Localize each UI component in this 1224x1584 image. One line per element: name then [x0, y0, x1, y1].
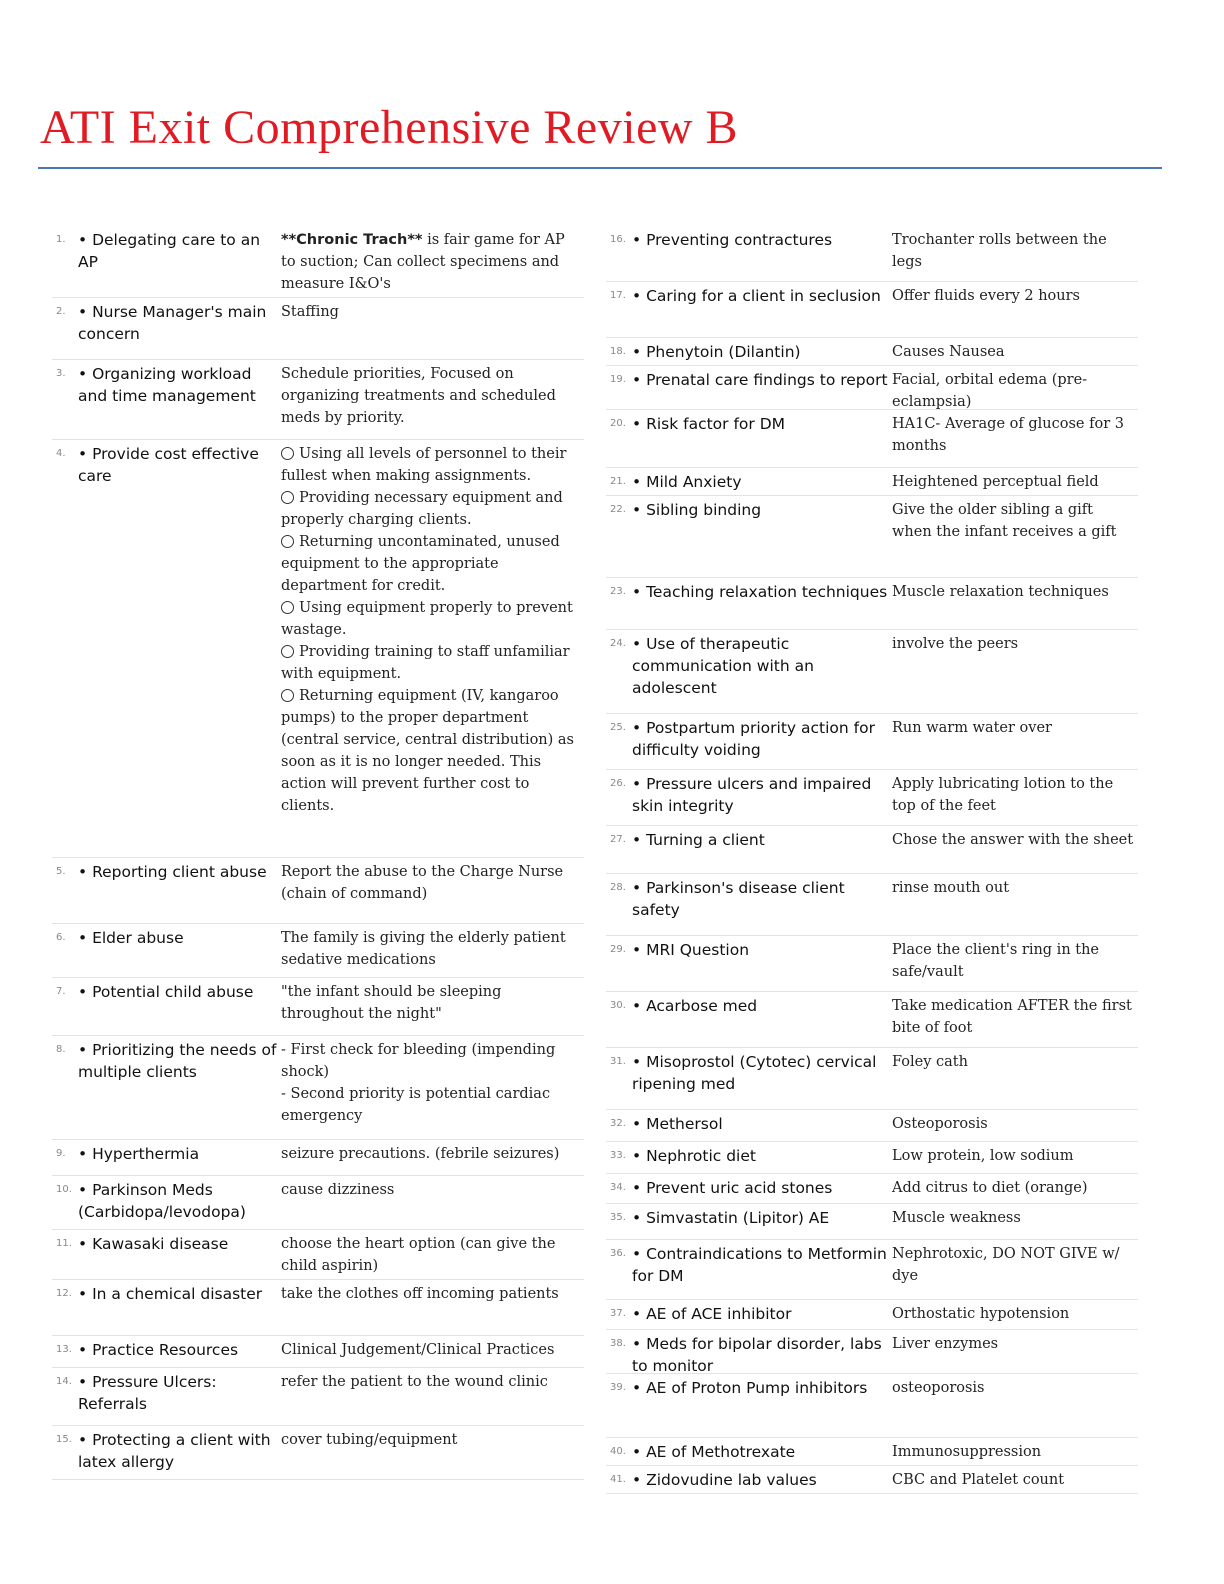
term-cell: [52, 1336, 281, 1361]
definition-text: take the clothes off incoming patients: [281, 1286, 559, 1302]
term-cell: [606, 1300, 892, 1325]
term-cell: [606, 1204, 892, 1229]
definition-cell: [892, 578, 1138, 603]
term-cell: [606, 1142, 892, 1167]
item-number: 25.: [610, 722, 626, 733]
item-number: 37.: [610, 1308, 626, 1319]
definition-cell: [892, 338, 1138, 363]
term-text: • Contraindications to Metformin for DM: [632, 1245, 887, 1285]
definition-cell: [892, 770, 1138, 817]
table-row: [52, 858, 584, 924]
term-text: • Prenatal care findings to report: [632, 371, 888, 389]
definition-cell: [892, 630, 1138, 655]
term-cell: [606, 1240, 892, 1287]
definition-text: Trochanter rolls between the legs: [892, 232, 1107, 270]
definition-cell: [281, 1336, 584, 1361]
definition-cell: [281, 1036, 584, 1127]
definition-cell: [281, 1176, 584, 1201]
definition-text: Causes Nausea: [892, 344, 1005, 360]
item-number: 22.: [610, 504, 626, 515]
definition-cell: [892, 714, 1138, 739]
option-item: [281, 531, 580, 597]
item-number: 41.: [610, 1474, 626, 1485]
definition-cell: [892, 366, 1138, 410]
definition-cell: [892, 1174, 1138, 1199]
item-number: 8.: [56, 1044, 66, 1055]
term-text: • Mild Anxiety: [632, 473, 742, 491]
definition-cell: [892, 992, 1138, 1039]
table-row: [606, 1204, 1138, 1240]
table-row: [606, 226, 1138, 282]
circle-bullet-icon: [281, 491, 294, 504]
item-number: 10.: [56, 1184, 72, 1195]
term-cell: [606, 1330, 892, 1374]
term-text: • Preventing contractures: [632, 231, 833, 249]
term-cell: [606, 226, 892, 251]
term-text: • Methersol: [632, 1115, 723, 1133]
definition-emphasis: **Chronic Trach**: [281, 232, 423, 248]
definition-text: Muscle weakness: [892, 1210, 1021, 1226]
definition-cell: [892, 874, 1138, 899]
definition-text: Facial, orbital edema (pre-eclampsia): [892, 372, 1088, 410]
definition-text: Run warm water over: [892, 720, 1052, 736]
definition-text: The family is giving the elderly patient sedative medications: [281, 930, 566, 968]
definition-cell: [892, 936, 1138, 983]
option-text: Returning uncontaminated, unused equipment to the appropriate department for credit.: [281, 534, 560, 594]
term-text: • Risk factor for DM: [632, 415, 786, 433]
table-row: [606, 992, 1138, 1048]
term-text: • Prioritizing the needs of multiple clients: [78, 1041, 277, 1081]
table-row: [52, 298, 584, 360]
table-row: [52, 226, 584, 298]
definition-text: "the infant should be sleeping throughout the night": [281, 984, 502, 1022]
term-text: • Organizing workload and time management: [78, 365, 256, 405]
table-row: [606, 1300, 1138, 1330]
table-row: [52, 1426, 584, 1480]
term-text: • Prevent uric acid stones: [632, 1179, 833, 1197]
option-text: Returning equipment (IV, kangaroo pumps) to the proper department (central service, central distribution) as soon as it is no longer needed. This action will prevent further cost to clients.: [281, 688, 575, 814]
term-cell: [606, 936, 892, 961]
term-cell: [606, 468, 892, 493]
circle-bullet-icon: [281, 601, 294, 614]
definition-text: Report the abuse to the Charge Nurse (chain of command): [281, 864, 564, 902]
definition-cell: [892, 1110, 1138, 1135]
term-cell: [52, 360, 281, 407]
table-row: [606, 1174, 1138, 1204]
definition-text: Offer fluids every 2 hours: [892, 288, 1080, 304]
term-text: • MRI Question: [632, 941, 750, 959]
term-cell: [606, 992, 892, 1017]
table-row: [606, 630, 1138, 714]
item-number: 31.: [610, 1056, 626, 1067]
definition-text: choose the heart option (can give the child aspirin): [281, 1236, 556, 1274]
definition-text: Heightened perceptual field: [892, 474, 1099, 490]
item-number: 19.: [610, 374, 626, 385]
page-title: ATI Exit Comprehensive Review B: [40, 101, 739, 154]
item-number: 18.: [610, 346, 626, 357]
item-number: 34.: [610, 1182, 626, 1193]
term-text: • Sibling binding: [632, 501, 762, 519]
definition-cell: [892, 282, 1138, 307]
item-number: 5.: [56, 866, 66, 877]
definition-cell: [281, 1426, 584, 1451]
term-cell: [52, 226, 281, 273]
term-text: • Parkinson's disease client safety: [632, 879, 845, 919]
definition-text: Take medication AFTER the first bite of foot: [892, 998, 1132, 1036]
term-text: • Pressure Ulcers: Referrals: [78, 1373, 217, 1413]
definition-text: Orthostatic hypotension: [892, 1306, 1070, 1322]
table-row: [606, 1240, 1138, 1300]
definition-cell: [892, 826, 1138, 851]
term-text: • Teaching relaxation techniques: [632, 583, 888, 601]
table-row: [52, 1140, 584, 1176]
table-row: [606, 1048, 1138, 1110]
term-cell: [52, 440, 281, 487]
item-number: 30.: [610, 1000, 626, 1011]
item-number: 12.: [56, 1288, 72, 1299]
table-row: [52, 1368, 584, 1426]
definition-cell: [281, 858, 584, 905]
item-number: 16.: [610, 234, 626, 245]
definition-text: is fair game for AP to suction; Can collect specimens and measure I&O's: [281, 232, 565, 292]
table-row: [606, 338, 1138, 366]
item-number: 15.: [56, 1434, 72, 1445]
term-text: • In a chemical disaster: [78, 1285, 263, 1303]
option-item: [281, 443, 580, 487]
table-row: [606, 1142, 1138, 1174]
table-row: [606, 366, 1138, 410]
table-row: [606, 714, 1138, 770]
term-cell: [606, 578, 892, 603]
item-number: 14.: [56, 1376, 72, 1387]
term-text: • Acarbose med: [632, 997, 758, 1015]
term-text: • Caring for a client in seclusion: [632, 287, 881, 305]
definition-cell: [892, 1048, 1138, 1073]
term-text: • Potential child abuse: [78, 983, 254, 1001]
definition-text: Nephrotoxic, DO NOT GIVE w/ dye: [892, 1246, 1120, 1284]
definition-text: Clinical Judgement/Clinical Practices: [281, 1342, 555, 1358]
term-text: • Use of therapeutic communication with an adolescent: [632, 635, 814, 697]
table-row: [52, 1336, 584, 1368]
definition-text: osteoporosis: [892, 1380, 985, 1396]
definition-cell: [892, 410, 1138, 457]
term-cell: [52, 1176, 281, 1223]
definition-cell: [281, 440, 584, 817]
table-row: [606, 496, 1138, 578]
definition-cell: [281, 1230, 584, 1277]
definition-text: Schedule priorities, Focused on organizing treatments and scheduled meds by priority.: [281, 366, 556, 426]
title-divider: [38, 167, 1162, 169]
definition-cell: [892, 1374, 1138, 1399]
term-cell: [52, 1426, 281, 1473]
term-text: • Practice Resources: [78, 1341, 239, 1359]
definition-cell: [281, 1368, 584, 1393]
definition-cell: [281, 978, 584, 1025]
item-number: 24.: [610, 638, 626, 649]
term-cell: [606, 770, 892, 817]
table-row: [606, 1330, 1138, 1374]
definition-cell: [892, 1330, 1138, 1355]
term-cell: [606, 1466, 892, 1491]
table-row: [606, 826, 1138, 874]
item-number: 36.: [610, 1248, 626, 1259]
definition-text: seizure precautions. (febrile seizures): [281, 1146, 560, 1162]
item-number: 28.: [610, 882, 626, 893]
item-number: 32.: [610, 1118, 626, 1129]
table-row: [606, 1466, 1138, 1494]
term-text: • Turning a client: [632, 831, 765, 849]
definition-line: - First check for bleeding (impending shock): [281, 1042, 556, 1080]
table-row: [606, 1438, 1138, 1466]
table-row: [606, 1374, 1138, 1438]
definition-cell: [892, 1142, 1138, 1167]
term-cell: [52, 1280, 281, 1305]
term-cell: [52, 924, 281, 949]
definition-text: Low protein, low sodium: [892, 1148, 1074, 1164]
definition-text: Immunosuppression: [892, 1444, 1042, 1460]
item-number: 27.: [610, 834, 626, 845]
definition-cell: [892, 1300, 1138, 1325]
definition-text: CBC and Platelet count: [892, 1472, 1065, 1488]
term-text: • Zidovudine lab values: [632, 1471, 817, 1489]
definition-text: involve the peers: [892, 636, 1019, 652]
term-cell: [606, 874, 892, 921]
term-cell: [606, 1174, 892, 1199]
definition-text: Apply lubricating lotion to the top of the feet: [892, 776, 1114, 814]
item-number: 21.: [610, 476, 626, 487]
term-cell: [52, 858, 281, 883]
table-row: [52, 1280, 584, 1336]
term-text: • Nephrotic diet: [632, 1147, 756, 1165]
term-cell: [606, 366, 892, 391]
term-text: • Elder abuse: [78, 929, 184, 947]
term-cell: [606, 714, 892, 761]
right-column: [606, 226, 1138, 1494]
term-text: • Reporting client abuse: [78, 863, 267, 881]
term-text: • Meds for bipolar disorder, labs to monitor: [632, 1335, 882, 1374]
definition-text: Staffing: [281, 304, 339, 320]
item-number: 6.: [56, 932, 66, 943]
definition-text: cover tubing/equipment: [281, 1432, 458, 1448]
option-text: Using equipment properly to prevent wastage.: [281, 600, 573, 638]
table-row: [606, 874, 1138, 936]
term-text: • Pressure ulcers and impaired skin integrity: [632, 775, 872, 815]
term-cell: [606, 826, 892, 851]
term-cell: [52, 1368, 281, 1415]
term-text: • AE of ACE inhibitor: [632, 1305, 792, 1323]
term-cell: [606, 1048, 892, 1095]
definition-text: rinse mouth out: [892, 880, 1010, 896]
term-cell: [52, 1140, 281, 1165]
table-row: [606, 410, 1138, 468]
definition-cell: [892, 1466, 1138, 1491]
table-row: [52, 924, 584, 978]
definition-text: Osteoporosis: [892, 1116, 988, 1132]
item-number: 1.: [56, 234, 66, 245]
definition-cell: [281, 226, 584, 295]
term-text: • Simvastatin (Lipitor) AE: [632, 1209, 830, 1227]
table-row: [52, 440, 584, 858]
definition-cell: [281, 924, 584, 971]
item-number: 13.: [56, 1344, 72, 1355]
term-text: • Nurse Manager's main concern: [78, 303, 267, 343]
term-text: • Misoprostol (Cytotec) cervical ripening med: [632, 1053, 877, 1093]
definition-cell: [892, 468, 1138, 493]
definition-cell: [281, 1280, 584, 1305]
term-cell: [606, 338, 892, 363]
circle-bullet-icon: [281, 447, 294, 460]
term-text: • AE of Proton Pump inhibitors: [632, 1379, 868, 1397]
table-row: [606, 282, 1138, 338]
term-cell: [606, 630, 892, 699]
option-text: Using all levels of personnel to their fullest when making assignments.: [281, 446, 567, 484]
term-text: • Provide cost effective care: [78, 445, 259, 485]
definition-line: - Second priority is potential cardiac emergency: [281, 1086, 551, 1124]
item-number: 2.: [56, 306, 66, 317]
term-text: • Protecting a client with latex allergy: [78, 1431, 271, 1471]
term-cell: [606, 410, 892, 435]
term-cell: [606, 496, 892, 521]
term-cell: [52, 1230, 281, 1255]
definition-text: Liver enzymes: [892, 1336, 999, 1352]
definition-text: Place the client's ring in the safe/vault: [892, 942, 1100, 980]
definition-cell: [892, 1204, 1138, 1229]
option-item: [281, 641, 580, 685]
definition-text: cause dizziness: [281, 1182, 395, 1198]
definition-cell: [892, 1240, 1138, 1287]
item-number: 29.: [610, 944, 626, 955]
term-cell: [606, 1438, 892, 1463]
item-number: 3.: [56, 368, 66, 379]
circle-bullet-icon: [281, 689, 294, 702]
item-number: 4.: [56, 448, 66, 459]
item-number: 40.: [610, 1446, 626, 1457]
term-cell: [52, 298, 281, 345]
term-text: • Phenytoin (Dilantin): [632, 343, 801, 361]
term-cell: [606, 1110, 892, 1135]
definition-text: Foley cath: [892, 1054, 968, 1070]
term-text: • Postpartum priority action for difficulty voiding: [632, 719, 875, 759]
term-text: • Parkinson Meds (Carbidopa/levodopa): [78, 1181, 246, 1221]
term-text: • Hyperthermia: [78, 1145, 200, 1163]
term-text: • AE of Methotrexate: [632, 1443, 796, 1461]
table-row: [606, 770, 1138, 826]
left-column: [52, 226, 584, 1480]
definition-text: Give the older sibling a gift when the infant receives a gift: [892, 502, 1117, 540]
table-row: [52, 360, 584, 440]
definition-text: Chose the answer with the sheet: [892, 832, 1134, 848]
item-number: 35.: [610, 1212, 626, 1223]
item-number: 9.: [56, 1148, 66, 1159]
term-text: • Kawasaki disease: [78, 1235, 229, 1253]
table-row: [52, 1230, 584, 1280]
table-row: [606, 936, 1138, 992]
item-number: 33.: [610, 1150, 626, 1161]
definition-cell: [892, 1438, 1138, 1463]
item-number: 39.: [610, 1382, 626, 1393]
option-item: [281, 487, 580, 531]
circle-bullet-icon: [281, 645, 294, 658]
table-row: [606, 468, 1138, 496]
term-cell: [52, 978, 281, 1003]
definition-text: HA1C- Average of glucose for 3 months: [892, 416, 1124, 454]
definition-text: refer the patient to the wound clinic: [281, 1374, 548, 1390]
term-cell: [606, 282, 892, 307]
definition-cell: [281, 1140, 584, 1165]
option-item: [281, 685, 580, 817]
table-row: [52, 978, 584, 1036]
option-text: Providing training to staff unfamiliar with equipment.: [281, 644, 570, 682]
option-text: Providing necessary equipment and properly charging clients.: [281, 490, 563, 528]
option-item: [281, 597, 580, 641]
term-text: • Delegating care to an AP: [78, 231, 261, 271]
definition-cell: [892, 226, 1138, 273]
circle-bullet-icon: [281, 535, 294, 548]
definition-text: Muscle relaxation techniques: [892, 584, 1109, 600]
table-row: [52, 1036, 584, 1140]
item-number: 17.: [610, 290, 626, 301]
definition-cell: [281, 360, 584, 429]
definition-cell: [892, 496, 1138, 543]
term-cell: [606, 1374, 892, 1399]
definition-text: Add citrus to diet (orange): [892, 1180, 1088, 1196]
item-number: 23.: [610, 586, 626, 597]
table-row: [606, 1110, 1138, 1142]
definition-cell: [281, 298, 584, 323]
item-number: 7.: [56, 986, 66, 997]
table-row: [606, 578, 1138, 630]
term-cell: [52, 1036, 281, 1083]
item-number: 20.: [610, 418, 626, 429]
item-number: 38.: [610, 1338, 626, 1349]
table-row: [52, 1176, 584, 1230]
item-number: 11.: [56, 1238, 72, 1249]
item-number: 26.: [610, 778, 626, 789]
